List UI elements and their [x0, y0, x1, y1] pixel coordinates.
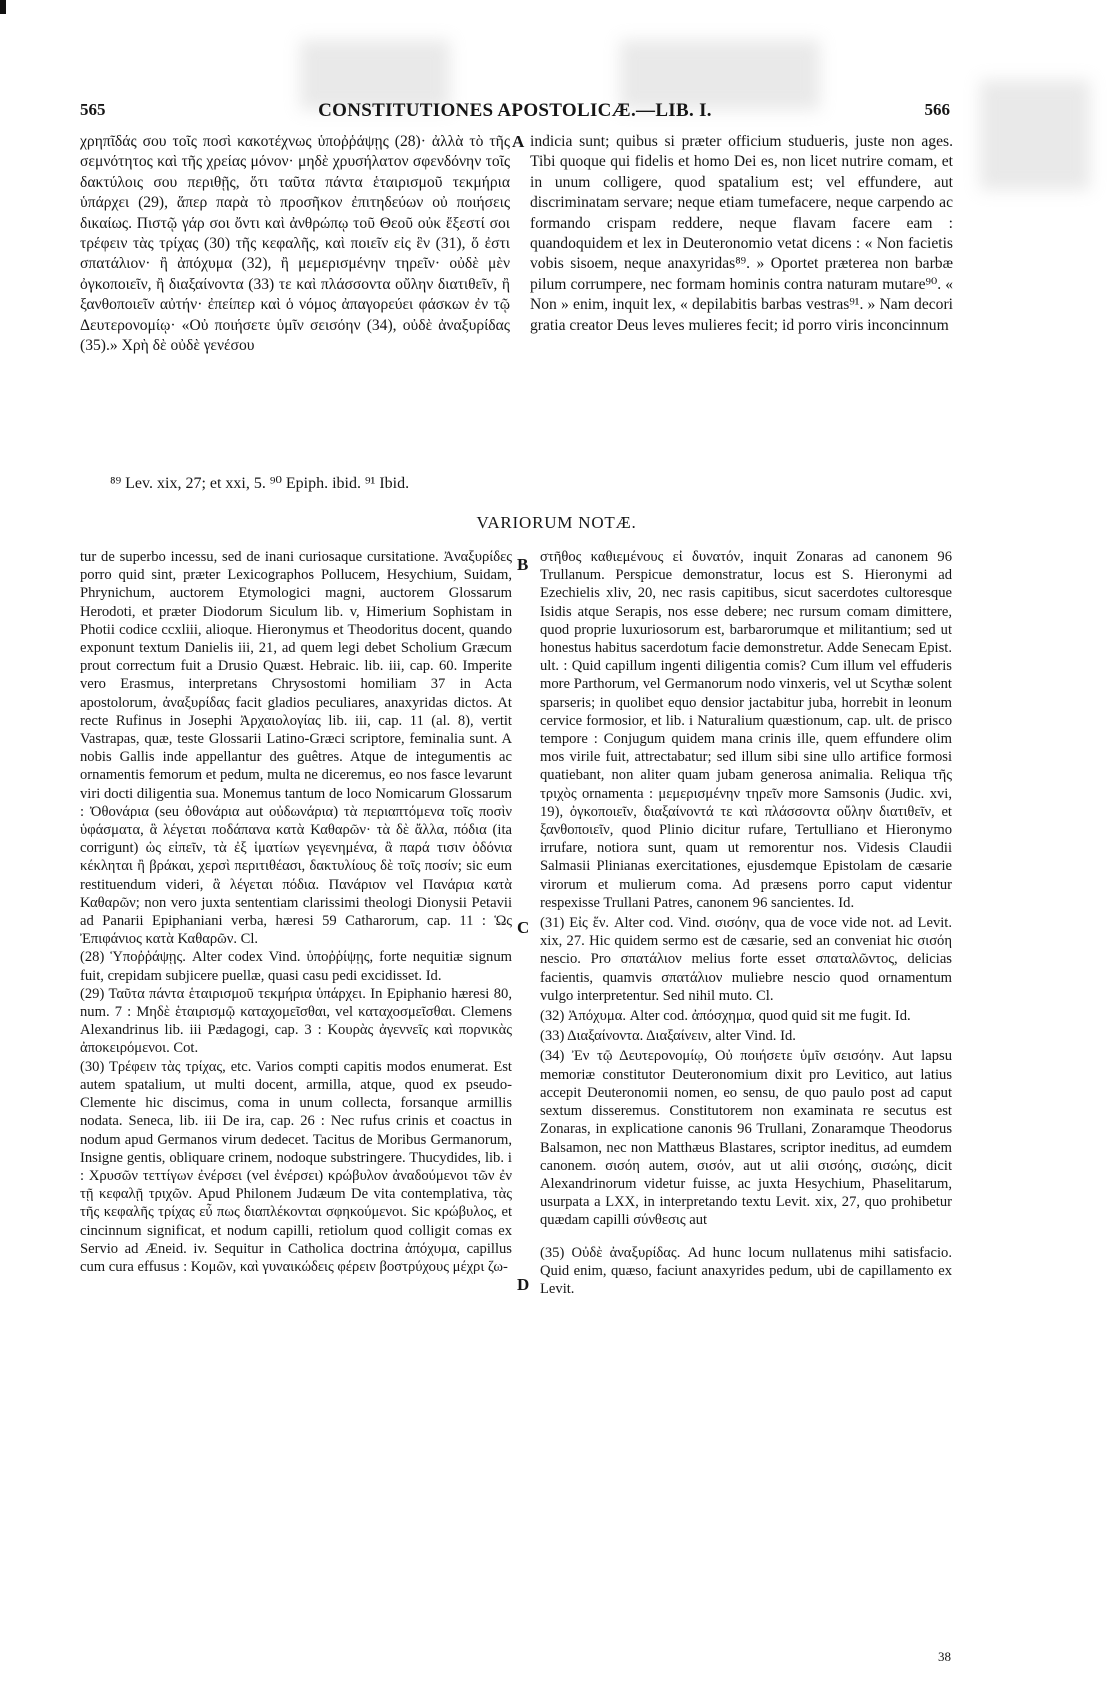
- note-paragraph: (35) Οὐδὲ ἀναξυρίδας. Ad hunc locum nullatenus mihi satisfacio. Quid enim, quæso, faciunt anaxyrides pedum, ubi de capillamento ex Levit.: [540, 1244, 952, 1297]
- binding-edge-mark: [0, 0, 6, 14]
- note-paragraph: tur de superbo incessu, sed de inani curiosaque cursitatione. Ἀναξυρίδες porro quid sint, præter Lexicographos Pollucem, Hesychium, Suidam, Phrynichum, auctorem Etymologici magni, auctorem Glossarum Herodoti, et præter Diodorum Siculum lib. v, Himerium Sophistam in Photii codice ccxliii, alioque. Hieronymus et Theodoritus docent, quando exponunt textum Danielis iii, 21, ad quem legi debet Scholium Græcum prout correctum fuit a Drusio Quæst. Hebraic. lib. iii, cap. 60. Imperite vero Erasmus, interpretans Chrysostomi homiliam 37 in Acta apostolorum, ἀναξυρίδας facit gladios peculiares, anaxyridas dictos. At recte Rufinus in Josephi Ἀρχαιολογίας lib. iii, cap. 11 (al. 8), vertit Vastrapas, quæ, teste Glossarii Latino-Græci scriptore, feminalia sunt. A nobis Gallis inde appellantur des guêtres. Atque de integumentis ac ornamentis femorum et pedum, multa ne diceremus, eo nos fasce levarunt viri docti diligentia sua. Monemus tantum de loco Nomicarum Glossarum : Ὀθονάρια (seu ὀθονάρια aut οὐδωνάρια) τὰ περιαπτόμενα τοῖς ποσὶν ὑφάσματα, ἃ λέγεται ποδάπανα κατὰ Καθαρῶν· τὰ δὲ ἄλλα, πόδια (ita corrigunt) ὡς εἰπεῖν, τὰ ἐξ ἱματίων γεγενημένα, ἃ παρά τισιν ὀδόνια κέκληται ἢ βράκαι, χερσὶ περιτιθέασι, δακτυλίους δὲ τοῖς ποσίν; sic eum restituendum videri, ἃ λέγεται πόδια. Πανάριον vel Πανάρια κατὰ Καθαρῶν; non vero juxta sententiam clarissimi theologi Dionysii Petavii ad Panarii Epiphaniani verba, hæresi 59 Catharorum, cap. 11 : Ὡς Ἐπιφάνιος κατὰ Καθαρῶν. Cl.: [80, 549, 512, 948]
- margin-letter-a: A: [512, 132, 525, 151]
- running-title: CONSTITUTIONES APOSTOLICÆ.—LIB. I.: [318, 100, 712, 121]
- greek-text: χρηπῖδάς σου τοῖς ποσὶ κακοτέχνως ὑποῤῥάψῃς (28)· ἀλλὰ τὸ τῆς σεμνότητος καὶ τῆς χρείας μόνον· μηδὲ χρυσήλατον σφενδόνην τοῖς δακτύλοις σου περιθῇς, ὅτι ταῦτα πάντα ἑταιρισμοῦ τεκμήρια ὑπάρχει (29), ἅπερ παρὰ τὸ προσῆκον ἐπιτηδεύων οὐ ποιήσεις δικαίως. Πιστῷ γάρ σοι ὄντι καὶ ἀνθρώπῳ τοῦ Θεοῦ οὐκ ἔξεστί σοι τρέφειν τὰς τρίχας (30) τῆς κεφαλῆς, καὶ ποιεῖν εἰς ἓν (31), ὅ ἐστι σπατάλιον· ἢ ἀπόχυμα (32), ἢ μεμερισμένην τηρεῖν· οὐδὲ μὲν ὀγκοποιεῖν, ἢ διαξαίνοντα (33) τε καὶ πλάσσοντα οὔλην διατιθεῖν, ἢ ξανθοποιεῖν αὐτήν· ἐπείπερ καὶ ὁ νόμος ἀπαγορεύει φάσκων ἐν τῷ Δευτερονομίῳ· «Οὐ ποιήσετε ὑμῖν σεισόην (34), οὐδὲ ἀναξυρίδας (35).» Χρὴ δὲ οὐδὲ γενέσου: [80, 133, 510, 355]
- notes-right-column: [540, 548, 952, 1300]
- notes-left-column: [80, 548, 512, 1276]
- note-paragraph: (28) Ὑποῤῥάψῃς. Alter codex Vind. ὑποῤῥίψῃς, forte nequitiæ signum fuit, crepidam subjicere puellæ, quasi casu pedi excidisset. Id.: [80, 949, 512, 984]
- greek-text-column: [80, 132, 510, 356]
- footnote-references: ⁸⁹ Lev. xix, 27; et xxi, 5. ⁹⁰ Epiph. ibid. ⁹¹ Ibid.: [110, 475, 410, 492]
- note-paragraph: (30) Τρέφειν τὰς τρίχας, etc. Varios compti capitis modos enumerat. Est autem spatalium, ut multi docent, armilla, atque, quod ex pseudo-Clemente hic discimus, coma in unum collecta, forsanque armillis nodata. Seneca, lib. iii De ira, cap. 26 : Nec rufus crinis et coactus in nodum apud Germanos virum dedecet. Tacitus de Moribus Germanorum, Insigne gentis, obliquare crinem, nodoque substringere. Thucydides, lib. i : Χρυσῶν τεττίγων ἐνέρσει (vel ἐνέρσει) κρώβυλον ἀναδούμενοι τῶν ἐν τῇ κεφαλῇ τριχῶν. Apud Philonem Judæum De vita contemplativa, τὰς τῆς κεφαλῆς τρίχας εὖ πως διαπλέκονται σφηκούμενοι. Sic κρώβυλος, et cincinnum significat, et nodum capilli, retiolum quod colligit comas ex Servio ad Æneid. iv. Sequitur in Catholica doctrina ἀπόχυμα, capillus cum cura effusus : Κομῶν, καὶ γυναικώδεις φέρειν βοστρύχους μέχρι ζω-: [80, 1058, 512, 1275]
- latin-text-column: [530, 132, 953, 336]
- page-number-right: 566: [924, 100, 950, 119]
- margin-letter-b: B: [517, 555, 529, 574]
- note-paragraph: (33) Διαξαίνοντα. Διαξαίνειν, alter Vind. Id.: [540, 1028, 796, 1045]
- page-number-left: 565: [80, 100, 106, 119]
- note-paragraph: (32) Ἀπόχυμα. Alter cod. ἀπόσχημα, quod quid sit me fugit. Id.: [540, 1008, 911, 1025]
- latin-text: indicia sunt; quibus si præter officium studueris, juste non ages. Tibi quoque qui fidelis et homo Dei es, non licet nutrire comam, et in unum colligere, quod spatalium est; vel effundere, aut discriminatam servare; neque etiam tumefacere, neque carpendo ac formando crispam reddere, neque flavam facere eam : quandoquidem et lex in Deuteronomio vetat dicens : « Non facietis vobis sisoem, neque anaxyridas⁸⁹. » Oportet præterea non barbæ pilum corrumpere, nec formam hominis contra naturam mutare⁹⁰. « Non » enim, inquit lex, « depilabitis barbas vestras⁹¹. » Nam decori gratia creator Deus leves mulieres fecit; id porro viris inconcinnum: [530, 133, 953, 334]
- catchword: 38: [938, 1649, 951, 1664]
- margin-letter-c: C: [517, 918, 530, 937]
- running-header: [80, 100, 950, 126]
- note-paragraph: στῆθος καθιεμένους εἰ δυνατόν, inquit Zonaras ad canonem 96 Trullanum. Perspicue demonstratur, locus est S. Hieronymi ad Ezechielis xliv, 20, nec rasis capitibus, sicut sacerdotes cultoresque Isidis atque Serapis, nos esse debere; nec rursum comam dimittere, quod proprie luxuriosorum est, barbarorumque et militantium; sed ut honestus habitus sacerdotum facie demonstretur. Adde Senecam Epist. ult. : Quid capillum ingenti diligentia comis? Cum illum vel effuderis more Parthorum, vel Germanorum nodo vinxeris, vel ut Scythæ solent sparseris; in quolibet equo densior jactabitur juba, horrebit in leonum cervice formosior, et lib. i Naturalium quæstionum, cap. ult. de prisco tempore : Conjugum quidem mana crinis ille, quem effundere olim mos virile fuit, attrectabatur; sed illum sibi sine ullo artifice formosi quatiebant, non aliter quam jubam generosa animalia. Reliqua τῆς τριχὸς ornamenta : μεμερισμένην τηρεῖν more Samsonis (Judic. xvi, 19), ὀγκοποιεῖν, διαξαίνοντά τε καὶ πλάσσοντα οὔλην διατιθεῖν, et ξανθοποιεῖν, quod Plinio dicitur rufare, Tertulliano et Hieronymo irrufare, notiora sunt, quam ut remorentur nos. Videsis Claudii Salmasii Plinianas exercitationes, ejusdemque Epistolam de cæsarie virorum et mulierum coma. Ad præsens porro caput videntur respexisse Trullani Patres, canonem 96 sancientes. Id.: [540, 549, 952, 911]
- notes-heading: VARIORUM NOTÆ.: [476, 513, 637, 532]
- scan-smudge: [980, 80, 1090, 190]
- note-paragraph: (29) Ταῦτα πάντα ἑταιρισμοῦ τεκμήρια ὑπάρχει. In Epiphanio hæresi 80, num. 7 : Μηδὲ ἑταιρισμῷ καταχομεῖσθαι, vel καταχοσμεῖσθαι. Clemens Alexandrinus lib. iii Pædagogi, cap. 3 : Κουρὰς ἀγεννεῖς καὶ πορνικὰς ἀποκειρόμενοι. Cot.: [80, 985, 512, 1057]
- note-paragraph: (34) Ἐν τῷ Δευτερονομίῳ, Οὐ ποιήσετε ὑμῖν σεισόην. Aut lapsu memoriæ constitutor Deuteronomium dixit pro Levitico, aut latius accepit Deuteronomii nomen, eo sensu, de quo paulo post ad caput sextum disseremus. Constitutorem non examinata re secutus est Zonaras, in explicatione canonis 96 Trullani, Zonaramque Theodorus Balsamon, nec non Matthæus Blastares, scriptor ineditus, ad eumdem canonem. σισόη autem, σισόν, aut ut alii σισόης, σισώης, dicit Alexandrinorum videtur fuisse, ac juxta Hesychium, Phaselitarum, usurpata a LXX, in interpretando textu Levit. xix, 27, quo prohibetur quædam capilli σύνθεσις aut: [540, 1048, 952, 1229]
- note-paragraph: (31) Εἰς ἕν. Alter cod. Vind. σισόην, qua de voce vide not. ad Levit. xix, 27. Hic quidem sermo est de cæsarie, sed an conveniat hic σισόη nescio. Pro σπατάλιον melius forte esset σπαταλῶντος, delicias facientis, quamvis σπατάλιον muliebre nescio quod ornamentum vulgo interpretentur. Sed nihil muto. Cl.: [540, 915, 952, 1004]
- margin-letter-d: D: [517, 1275, 530, 1294]
